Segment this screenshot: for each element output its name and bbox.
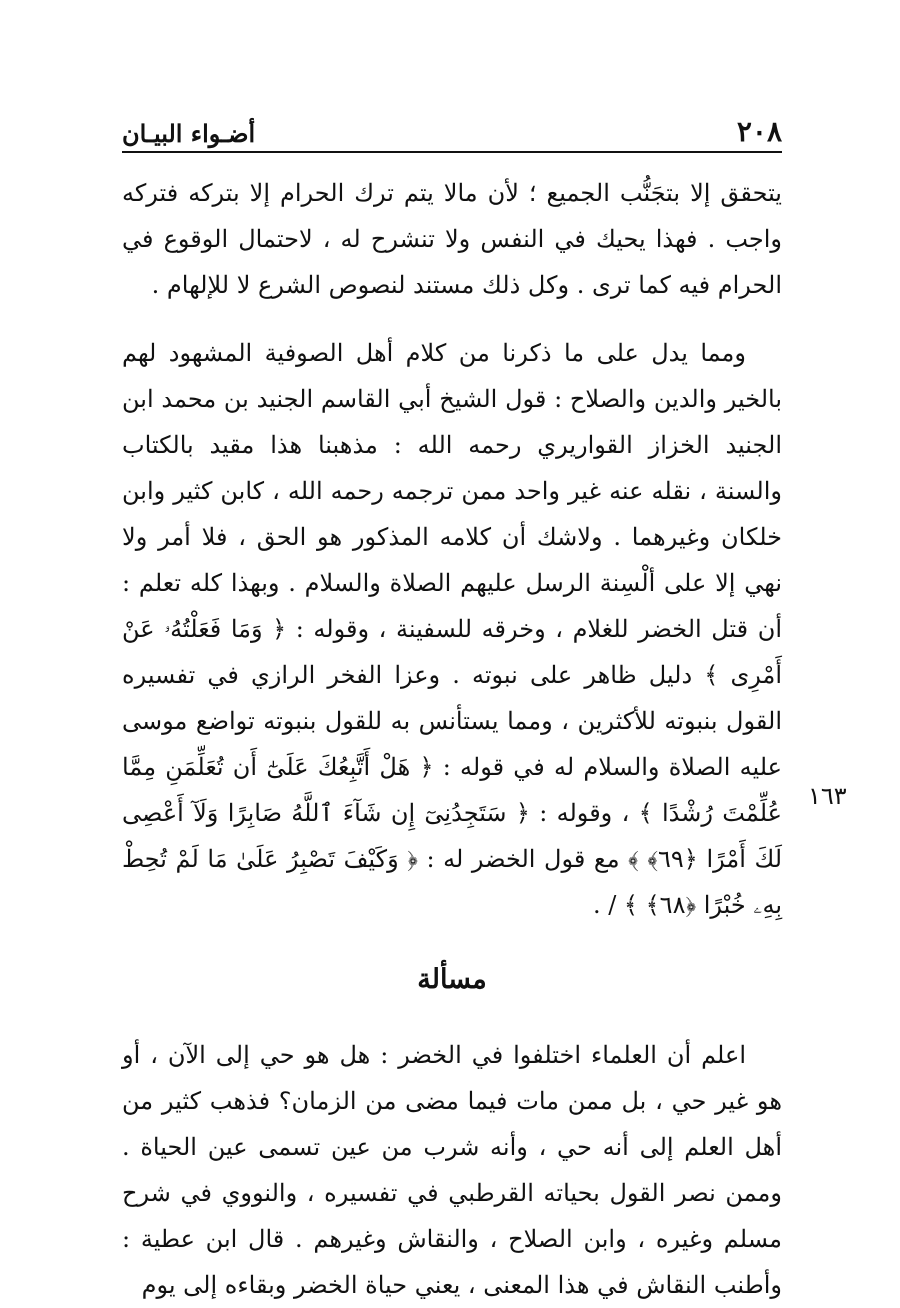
page-header <box>122 108 782 148</box>
book-title: أضـواء البيـان <box>122 119 256 148</box>
header-divider <box>122 151 782 153</box>
paragraph-khidr-life: اعلم أن العلماء اختلفوا في الخضر : هل هو حي إلى الآن ، أو هو غير حي ، بل ممن مات فيما مضى من الزمان؟ فذهب كثير من أهل العلم إلى أنه حي ، وأنه شرب من عين تسمى عين الحياة . وممن نصر القول بحياته القرطبي في تفسيره ، والنووي في شرح مسلم وغيره ، وابن الصلاح ، والنقاش وغيرهم . قال ابن عطية : وأطنب النقاش في هذا المعنى ، يعني حياة الخضر وبقاءه إلى يوم <box>122 1041 782 1299</box>
page-number: ٢٠٨ <box>736 115 782 148</box>
margin-page-reference: ١٦٣ <box>808 782 847 810</box>
paragraph-sufi-evidence: ومما يدل على ما ذكرنا من كلام أهل الصوفية المشهود لهم بالخير والدين والصلاح : قول الشيخ أبي القاسم الجنيد بن محمد ابن الجنيد الخزاز القواريري رحمه الله : مذهبنا هذا مقيد بالكتاب والسنة ، نقله عنه غير واحد ممن ترجمه رحمه الله ، كابن كثير وابن خلكان وغيرهما . ولاشك أن كلامه المذكور هو الحق ، فلا أمر ولا نهي إلا على ألْسِنة الرسل عليهم الصلاة والسلام . وبهذا كله تعلم : أن قتل الخضر للغلام ، وخرقه للسفينة ، وقوله : ﴿ وَمَا فَعَلْتُهُۥ عَنْ أَمْرِى ﴾ دليل ظاهر على نبوته . وعزا الفخر الرازي في تفسيره القول بنبوته للأكثرين ، ومما يستأنس به للقول بنبوته تواضع موسى عليه الصلاة والسلام له في قوله : ﴿ هَلْ أَتَّبِعُكَ عَلَىٰٓ أَن تُعَلِّمَنِ مِمَّا عُلِّمْتَ رُشْدًا ﴾ ، وقوله : ﴿ سَتَجِدُنِىٓ إِن شَآءَ ٱللَّهُ صَابِرًا وَلَآ أَعْصِى لَكَ أَمْرًا ﴿٦٩﴾ ﴾ مع قول الخضر له : ﴿ وَكَيْفَ تَصْبِرُ عَلَىٰ مَا لَمْ تُحِطْ بِهِۦ خُبْرًا ﴿٦٨﴾ ﴾ / . <box>122 339 783 919</box>
page-body <box>122 170 782 1308</box>
paragraph-spacer <box>122 308 782 330</box>
section-heading: مسألة <box>417 964 487 995</box>
paragraph-continuation: يتحقق إلا بتجَنُّب الجميع ؛ لأن مالا يتم ترك الحرام إلا بتركه فتركه واجب . فهذا يحيك في النفس ولا تنشرح له ، لاحتمال الوقوع في الحرام فيه كما ترى . وكل ذلك مستند لنصوص الشرع لا للإلهام . <box>122 179 782 299</box>
